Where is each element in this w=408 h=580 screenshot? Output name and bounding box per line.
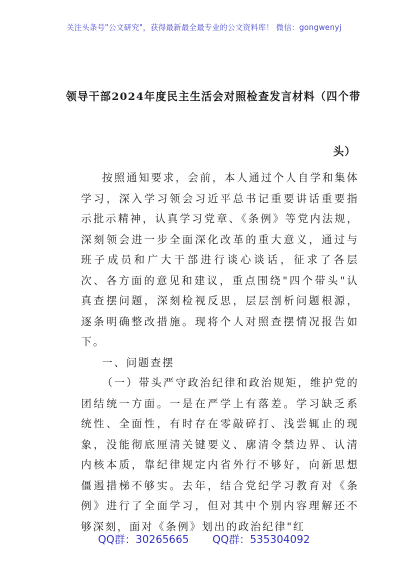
document-title xyxy=(66,70,361,180)
paragraph-intro: 按照通知要求，会前，本人通过个人自学和集体学习，深入学习领会习近平总书记重要讲话重要指示批示精神，认真学习党章、《条例》等党内法规，深刻领会进一步全面深化改革的重大意义，通过与班子成员和广大干部进行谈心谈话，征求了各层次、各方面的意见和建议，重点围绕"四个带头"认真查摆问题，深刻检视反思，层层剖析问题根源，逐条明确整改措施。现将个人对照查摆情况报告如下。 xyxy=(81,172,359,348)
section-heading: 一、问题查摆 xyxy=(102,356,175,369)
title-line-2: 头） xyxy=(333,146,356,158)
footer xyxy=(0,532,408,547)
document-body xyxy=(81,168,359,537)
footer-qq-group-2: QQ群：535304092 xyxy=(212,534,310,546)
footer-qq-group-1: QQ群：30265665 xyxy=(98,534,189,546)
title-line-1: 领导干部2024年度民主生活会对照检查发言材料（四个带 xyxy=(66,91,361,103)
header-banner: 关注头条号"公文研究"，获得最新最全最专业的公文资料库！ 微信：gongwenyj xyxy=(66,23,342,32)
paragraph-item-1: （一）带头严守政治纪律和政治规矩，维护党的团结统一方面。一是在严学上有落差。学习缺乏系统性、全面性，有时存在零敲碎打、浅尝辄止的现象，没能彻底厘清关键要义、廓清令禁边界、认清内核本质，靠纪律规定内省外行不够好，向新思想僵遏措梯不够实。去年，结合党纪学习教育对《条例》进行了全面学习，但对其中个别内容理解还不够深刻，面对《条例》划出的政治纪律"红 xyxy=(81,377,359,533)
